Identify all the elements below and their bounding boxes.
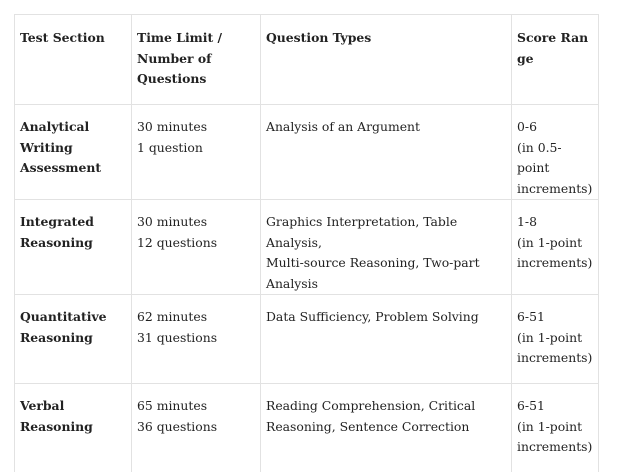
time-limit: 30 minutes	[137, 214, 208, 229]
table-row	[15, 105, 599, 200]
time-cell	[132, 105, 261, 200]
time-limit: 30 minutes	[137, 119, 208, 134]
section-cell	[15, 105, 132, 200]
question-count: 12 questions	[137, 234, 218, 250]
score-range: 6-51	[517, 398, 545, 413]
question-types: Data Sufficiency, Problem Solving	[266, 309, 479, 324]
header-text: Time Limit /	[137, 30, 223, 45]
section-cell	[15, 200, 132, 295]
section-name: Writing	[20, 139, 73, 155]
question-types: Analysis of an Argument	[266, 119, 421, 134]
score-increment: increments)	[517, 180, 593, 196]
types-cell	[261, 200, 512, 295]
time-cell	[132, 295, 261, 384]
table-header-row	[15, 15, 599, 105]
question-types: Graphics Interpretation, Table Analysis,	[266, 214, 458, 250]
time-limit: 65 minutes	[137, 398, 208, 413]
score-cell	[512, 384, 599, 472]
gmat-sections-table	[14, 14, 599, 472]
header-question-types	[261, 15, 512, 105]
score-cell	[512, 200, 599, 295]
score-increment: (in 1-point	[517, 234, 583, 250]
header-time-limit	[132, 15, 261, 105]
header-score-range	[512, 15, 599, 105]
section-name: Assessment	[20, 160, 102, 175]
time-cell	[132, 200, 261, 295]
time-limit: 62 minutes	[137, 309, 208, 324]
score-cell	[512, 295, 599, 384]
score-cell	[512, 105, 599, 200]
score-range: 0-6	[517, 119, 537, 134]
section-name: Analytical	[20, 119, 90, 134]
header-text: Score Ran	[517, 30, 589, 45]
time-cell	[132, 384, 261, 472]
section-cell	[15, 295, 132, 384]
section-name: Reasoning	[20, 329, 93, 345]
question-count: 36 questions	[137, 418, 218, 434]
section-name: Quantitative	[20, 309, 107, 324]
score-increment: (in 1-point	[517, 329, 583, 345]
section-name: Integrated	[20, 214, 94, 229]
section-name: Verbal	[20, 398, 65, 413]
score-range: 6-51	[517, 309, 545, 324]
score-increment: increments)	[517, 350, 593, 365]
score-increment: (in 1-point	[517, 418, 583, 434]
section-cell	[15, 384, 132, 472]
header-text: Number of	[137, 50, 212, 66]
question-count: 31 questions	[137, 329, 218, 345]
table-row	[15, 384, 599, 472]
header-test-section	[15, 15, 132, 105]
question-types: Reading Comprehension, Critical	[266, 398, 476, 413]
question-count: 1 question	[137, 139, 203, 155]
header-text: Question Types	[266, 30, 372, 45]
score-range: 1-8	[517, 214, 537, 229]
types-cell	[261, 105, 512, 200]
question-types: Reasoning, Sentence Correction	[266, 418, 470, 434]
types-cell	[261, 295, 512, 384]
header-text: Test Section	[20, 30, 105, 45]
table-row	[15, 295, 599, 384]
score-increment: (in 0.5-point	[517, 139, 562, 175]
section-name: Reasoning	[20, 418, 93, 434]
header-text: Questions	[137, 71, 207, 86]
table-row	[15, 200, 599, 295]
question-types: Multi-source Reasoning, Two-part	[266, 255, 480, 270]
score-increment: increments)	[517, 255, 593, 270]
section-name: Reasoning	[20, 234, 93, 250]
types-cell	[261, 384, 512, 472]
question-types: Analysis	[266, 275, 318, 291]
header-text: ge	[517, 50, 534, 66]
score-increment: increments)	[517, 439, 593, 454]
